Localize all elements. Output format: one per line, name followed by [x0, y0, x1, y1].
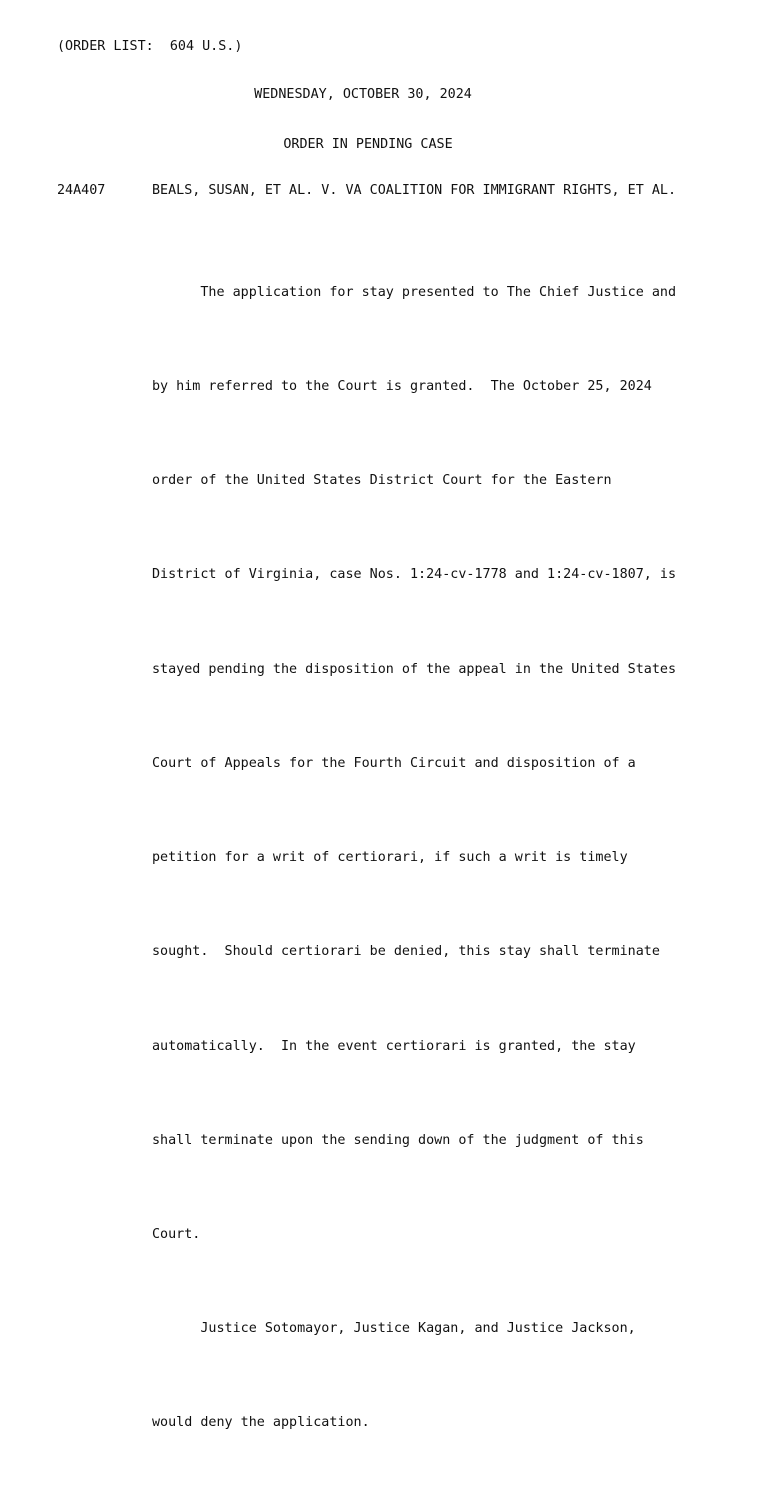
order-body — [152, 214, 712, 1502]
section-heading: ORDER IN PENDING CASE — [283, 137, 453, 152]
case-caption: BEALS, SUSAN, ET AL. V. VA COALITION FOR IMMIGRANT RIGHTS, ET AL. — [152, 183, 677, 198]
order-line: sought. Should certiorari be denied, this stay shall terminate — [152, 944, 660, 960]
dissent-line: would deny the application. — [152, 1415, 370, 1431]
order-line: The application for stay presented to The Chief Justice and — [152, 284, 677, 300]
order-line: stayed pending the disposition of the appeal in the United States — [152, 661, 677, 677]
order-date: WEDNESDAY, OCTOBER 30, 2024 — [254, 87, 472, 102]
docket-number: 24A407 — [57, 183, 106, 198]
order-line: shall terminate upon the sending down of the judgment of this — [152, 1132, 644, 1148]
dissent-line: Justice Sotomayor, Justice Kagan, and Justice Jackson, — [152, 1321, 636, 1337]
order-line: automatically. In the event certiorari is granted, the stay — [152, 1038, 636, 1054]
order-line: order of the United States District Court for the Eastern — [152, 473, 612, 489]
order-line: petition for a writ of certiorari, if such a writ is timely — [152, 850, 628, 866]
order-line: Court of Appeals for the Fourth Circuit and disposition of a — [152, 755, 636, 771]
order-list-header: (ORDER LIST: 604 U.S.) — [57, 39, 243, 54]
order-line: District of Virginia, case Nos. 1:24-cv-1778 and 1:24-cv-1807, is — [152, 567, 677, 583]
order-line: Court. — [152, 1227, 201, 1242]
order-line: by him referred to the Court is granted. The October 25, 2024 — [152, 379, 652, 395]
